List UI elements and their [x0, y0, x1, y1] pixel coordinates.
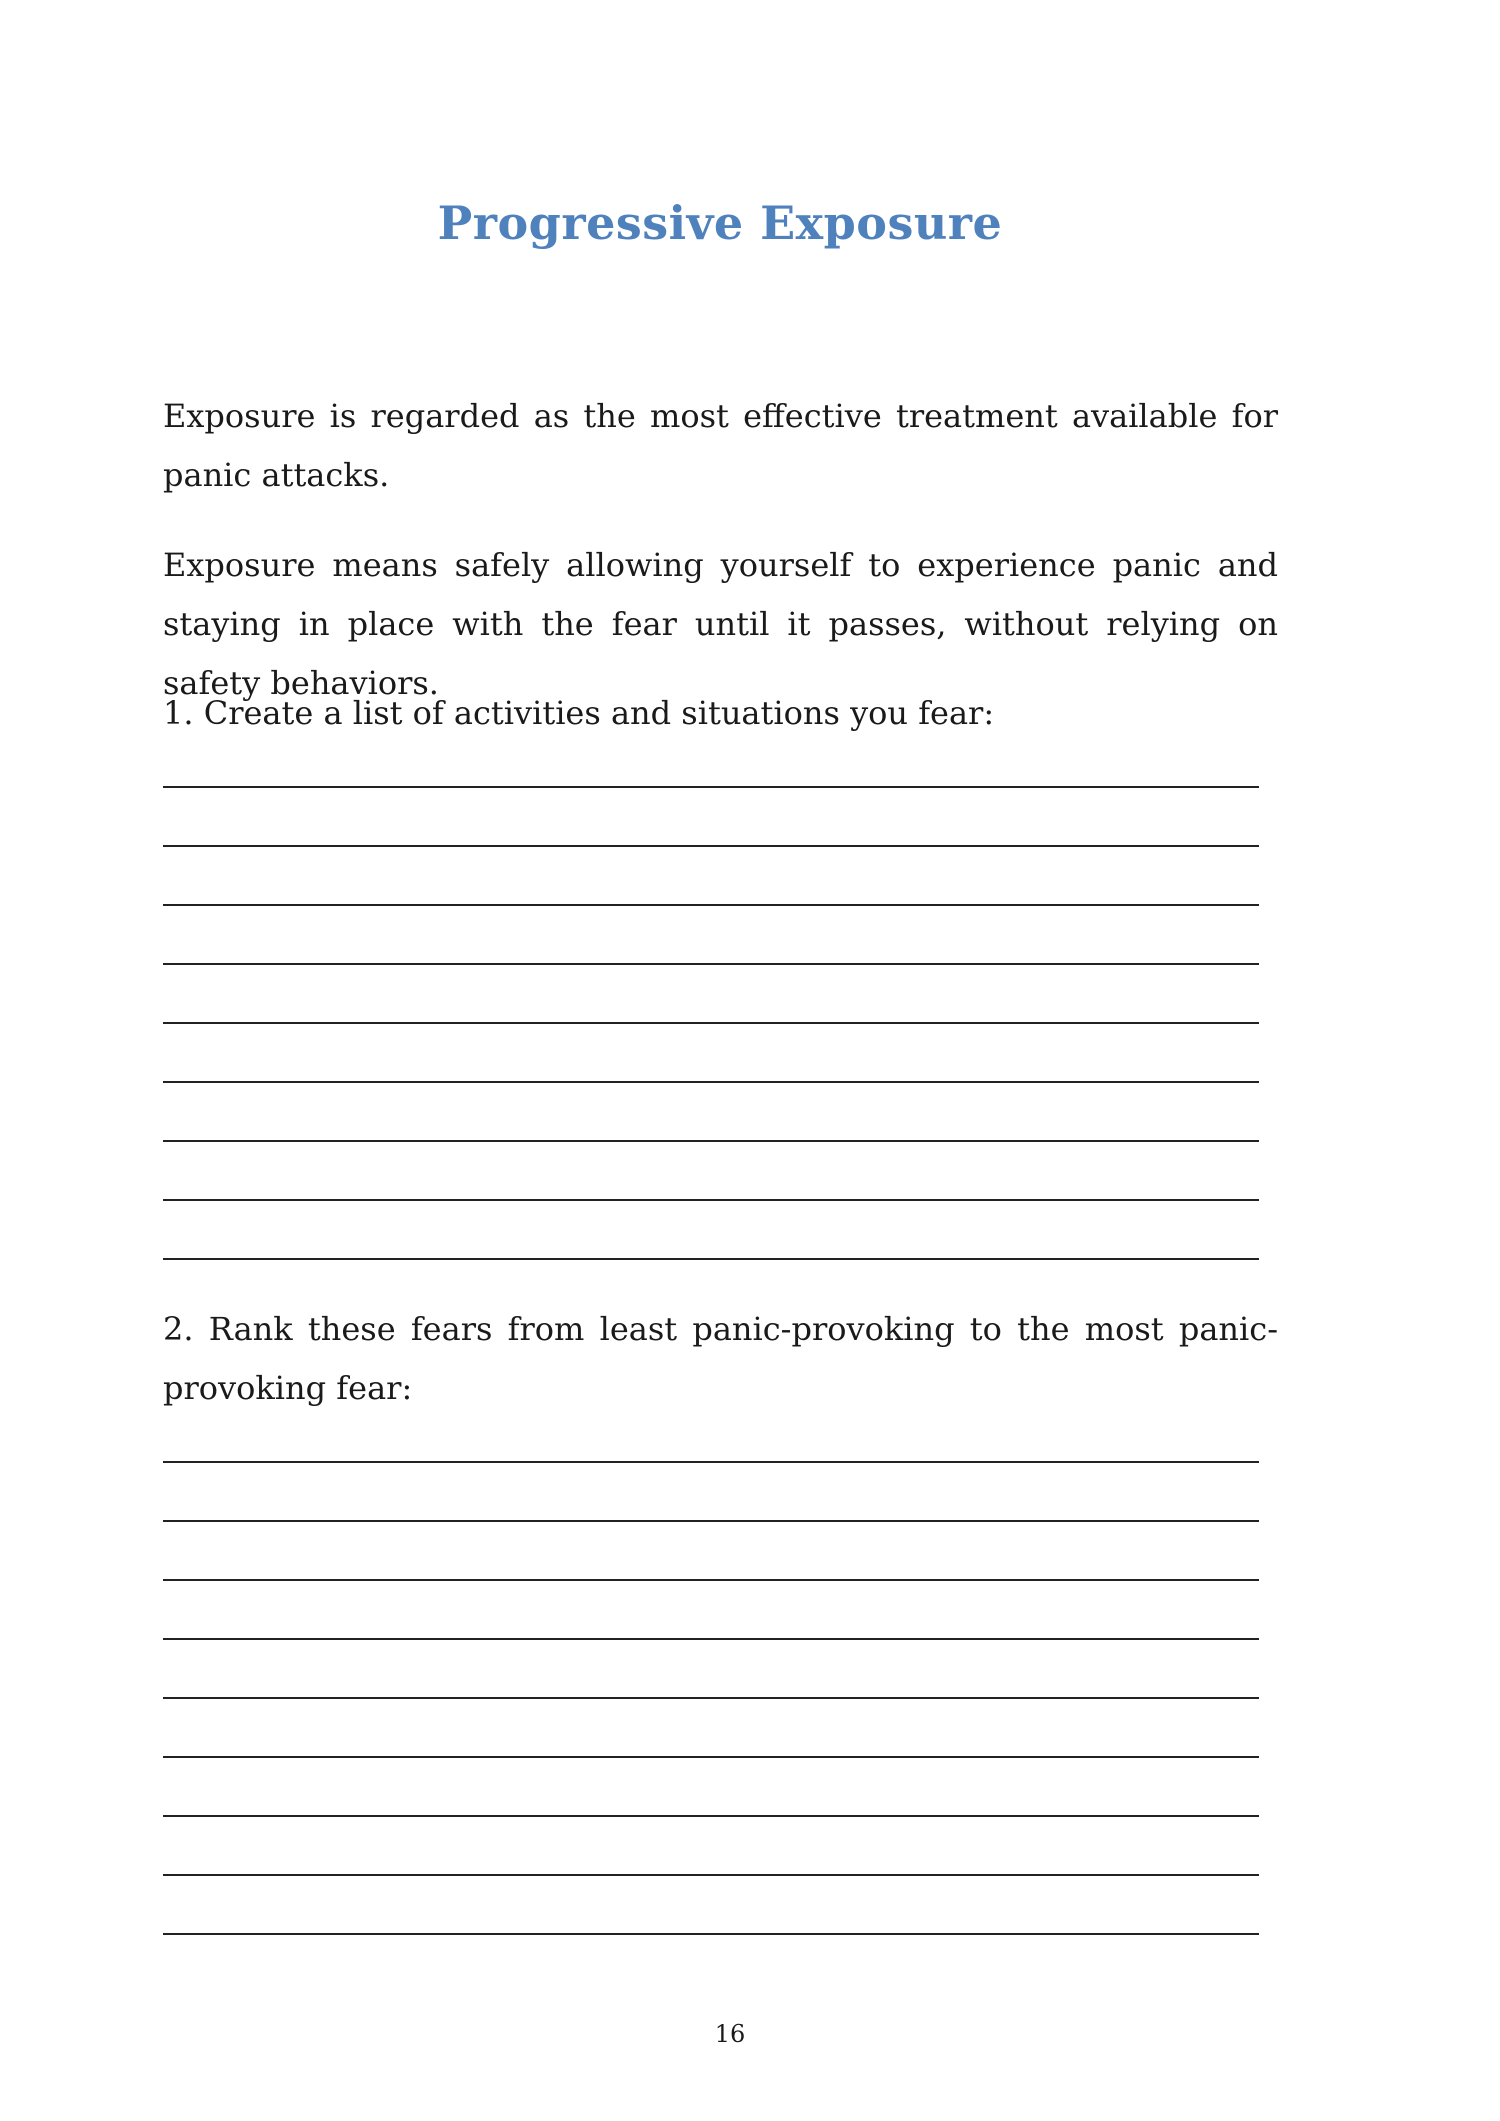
answer-line[interactable]	[163, 1756, 1259, 1758]
answer-line[interactable]	[163, 845, 1259, 847]
answer-line[interactable]	[163, 1874, 1259, 1876]
answer-line[interactable]	[163, 1697, 1259, 1699]
answer-line[interactable]	[163, 1022, 1259, 1024]
answer-line[interactable]	[163, 1081, 1259, 1083]
answer-line[interactable]	[163, 1933, 1259, 1935]
answer-line[interactable]	[163, 786, 1259, 788]
answer-line[interactable]	[163, 963, 1259, 965]
answer-line[interactable]	[163, 1579, 1259, 1581]
answer-line[interactable]	[163, 1638, 1259, 1640]
answer-line[interactable]	[163, 904, 1259, 906]
intro-paragraph-1: Exposure is regarded as the most effective treatment available for panic attacks.	[163, 397, 1278, 494]
page-number: 16	[714, 2020, 746, 2048]
question-2-label: 2. Rank these fears from least panic-provoking to the most panic-provoking fear:	[163, 1310, 1278, 1407]
intro-paragraph-2: Exposure means safely allowing yourself to experience panic and staying in place with the fear until it passes, without relying on safety behaviors.	[163, 546, 1278, 702]
answer-line[interactable]	[163, 1258, 1259, 1260]
answer-line[interactable]	[163, 1199, 1259, 1201]
answer-line[interactable]	[163, 1461, 1259, 1463]
answer-line[interactable]	[163, 1815, 1259, 1817]
page-title: Progressive Exposure	[437, 196, 1003, 250]
answer-line[interactable]	[163, 1520, 1259, 1522]
answer-line[interactable]	[163, 1140, 1259, 1142]
question-1-label: 1. Create a list of activities and situations you fear:	[163, 694, 995, 732]
